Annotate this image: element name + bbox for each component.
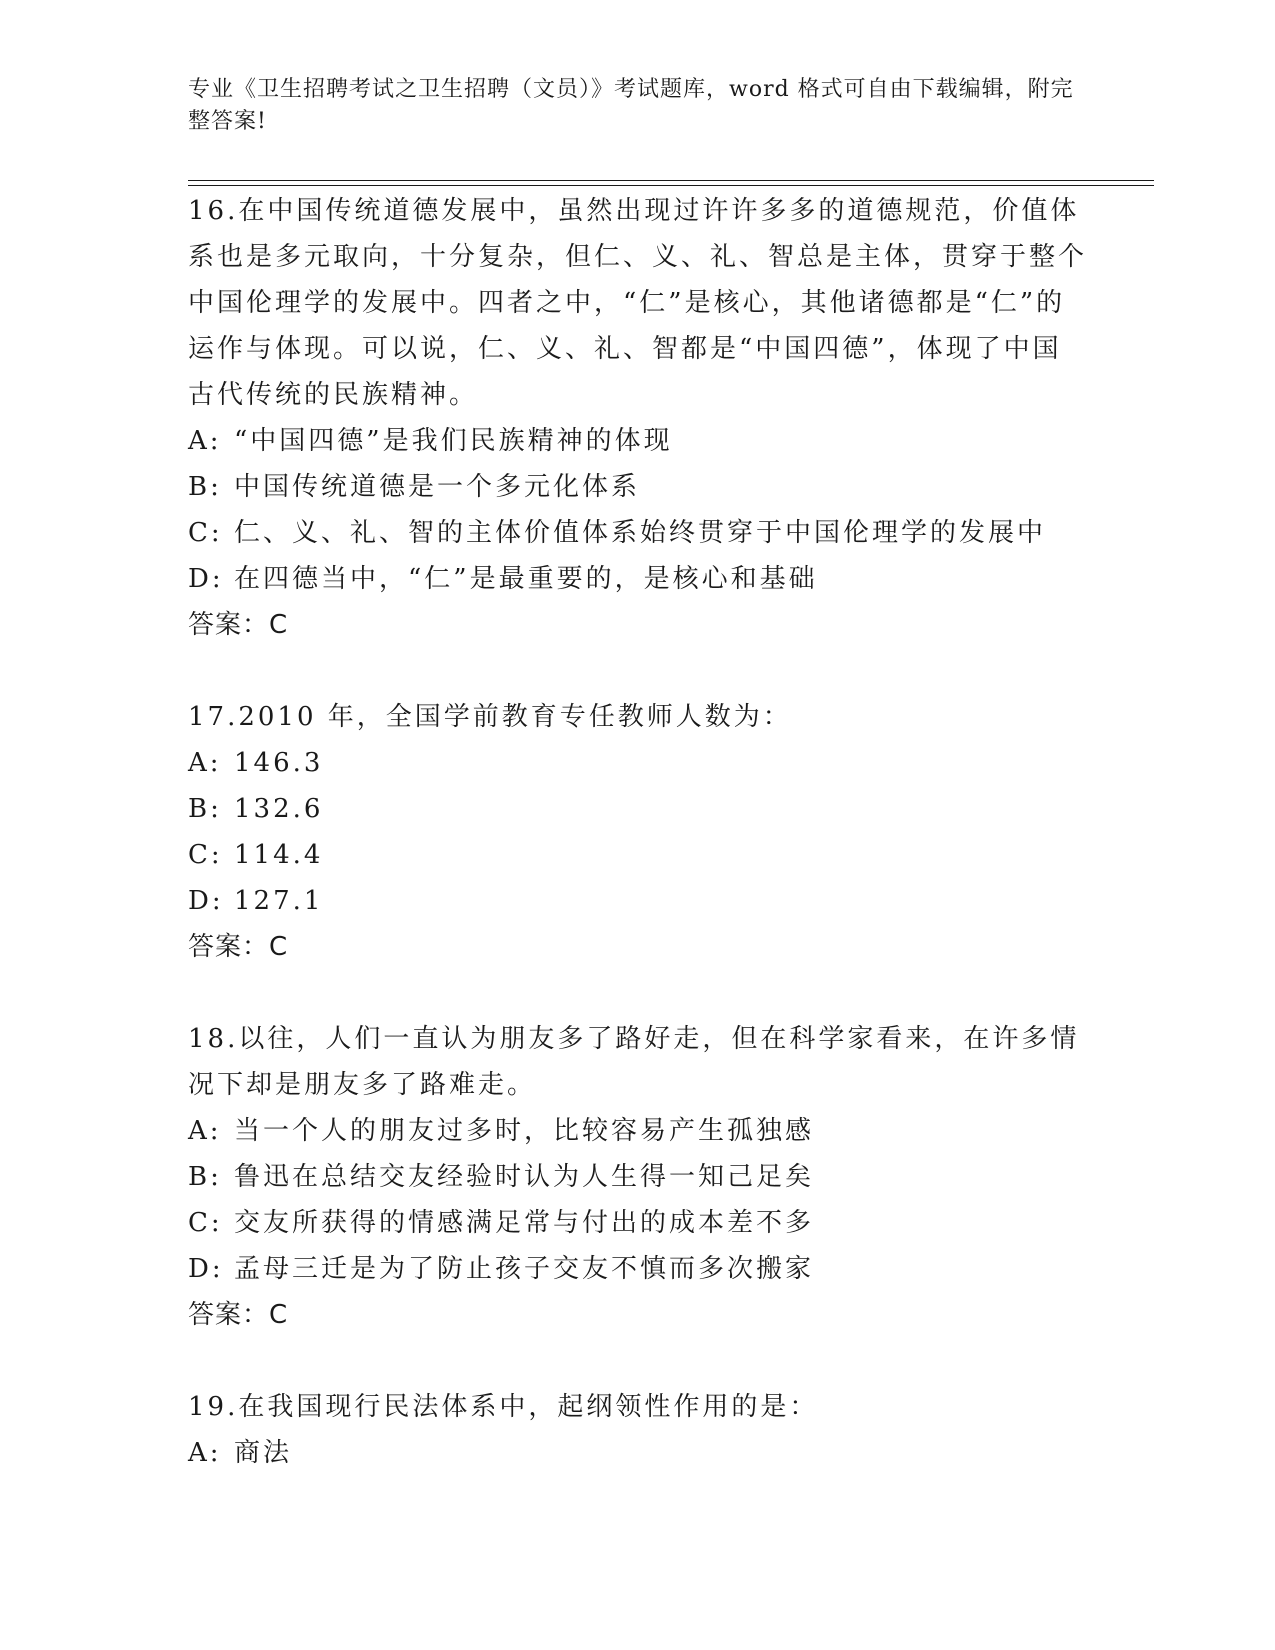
option-b xyxy=(188,786,1088,832)
option-letter: C: xyxy=(188,518,223,548)
question-19 xyxy=(188,1384,1088,1476)
question-stem: 16.在中国传统道德发展中，虽然出现过许许多多的道德规范，价值体系也是多元取向，十分复杂，但仁、义、礼、智总是主体，贯穿于整个中国伦理学的发展中。四者之中，“仁”是核心，其他诸德都是“仁”的运作与体现。可以说，仁、义、礼、智都是“中国四德”，体现了中国古代传统的民族精神。 xyxy=(188,196,1088,410)
answer-line: 答案：C xyxy=(188,932,289,962)
option-letter: C: xyxy=(188,840,223,870)
option-b xyxy=(188,464,1088,510)
option-letter: B: xyxy=(188,1162,222,1192)
option-text: 146.3 xyxy=(234,748,324,778)
option-letter: D: xyxy=(188,564,224,594)
answer-line: 答案：C xyxy=(188,610,289,640)
option-text: 在四德当中，“仁”是最重要的，是核心和基础 xyxy=(234,564,818,594)
option-text: 商法 xyxy=(234,1438,293,1468)
option-c xyxy=(188,832,1088,878)
option-letter: B: xyxy=(188,472,222,502)
option-a xyxy=(188,1430,1088,1476)
question-16 xyxy=(188,188,1088,648)
option-a xyxy=(188,1108,1088,1154)
option-text: 当一个人的朋友过多时，比较容易产生孤独感 xyxy=(234,1116,815,1146)
question-stem: 18.以往，人们一直认为朋友多了路好走，但在科学家看来，在许多情况下却是朋友多了路难走。 xyxy=(188,1024,1080,1100)
option-a xyxy=(188,740,1088,786)
option-letter: C: xyxy=(188,1208,223,1238)
option-text: 127.1 xyxy=(234,886,324,916)
option-letter: A: xyxy=(188,1116,222,1146)
option-text: 中国传统道德是一个多元化体系 xyxy=(234,472,641,502)
option-text: 114.4 xyxy=(234,840,324,870)
option-text: 132.6 xyxy=(234,794,324,824)
option-d xyxy=(188,556,1088,602)
header-divider xyxy=(188,180,1154,186)
question-17 xyxy=(188,694,1088,970)
option-text: 鲁迅在总结交友经验时认为人生得一知己足矣 xyxy=(234,1162,815,1192)
option-letter: A: xyxy=(188,426,222,456)
option-text: 仁、义、礼、智的主体价值体系始终贯穿于中国伦理学的发展中 xyxy=(234,518,1047,548)
question-stem: 17.2010 年，全国学前教育专任教师人数为： xyxy=(188,702,792,732)
option-c xyxy=(188,1200,1088,1246)
option-c xyxy=(188,510,1088,556)
answer-line: 答案：C xyxy=(188,1300,289,1330)
option-text: 交友所获得的情感满足常与付出的成本差不多 xyxy=(234,1208,815,1238)
option-text: 孟母三迁是为了防止孩子交友不慎而多次搬家 xyxy=(234,1254,815,1284)
option-letter: D: xyxy=(188,886,224,916)
document-header: 专业《卫生招聘考试之卫生招聘（文员）》考试题库，word 格式可自由下载编辑，附完整答案! xyxy=(188,77,1074,134)
option-letter: A: xyxy=(188,748,222,778)
question-list xyxy=(188,188,1088,1522)
option-letter: D: xyxy=(188,1254,224,1284)
option-d xyxy=(188,1246,1088,1292)
option-d xyxy=(188,878,1088,924)
option-letter: B: xyxy=(188,794,222,824)
option-a xyxy=(188,418,1088,464)
option-text: “中国四德”是我们民族精神的体现 xyxy=(234,426,673,456)
option-b xyxy=(188,1154,1088,1200)
question-stem: 19.在我国现行民法体系中，起纲领性作用的是： xyxy=(188,1392,819,1422)
option-letter: A: xyxy=(188,1438,222,1468)
question-18 xyxy=(188,1016,1088,1338)
